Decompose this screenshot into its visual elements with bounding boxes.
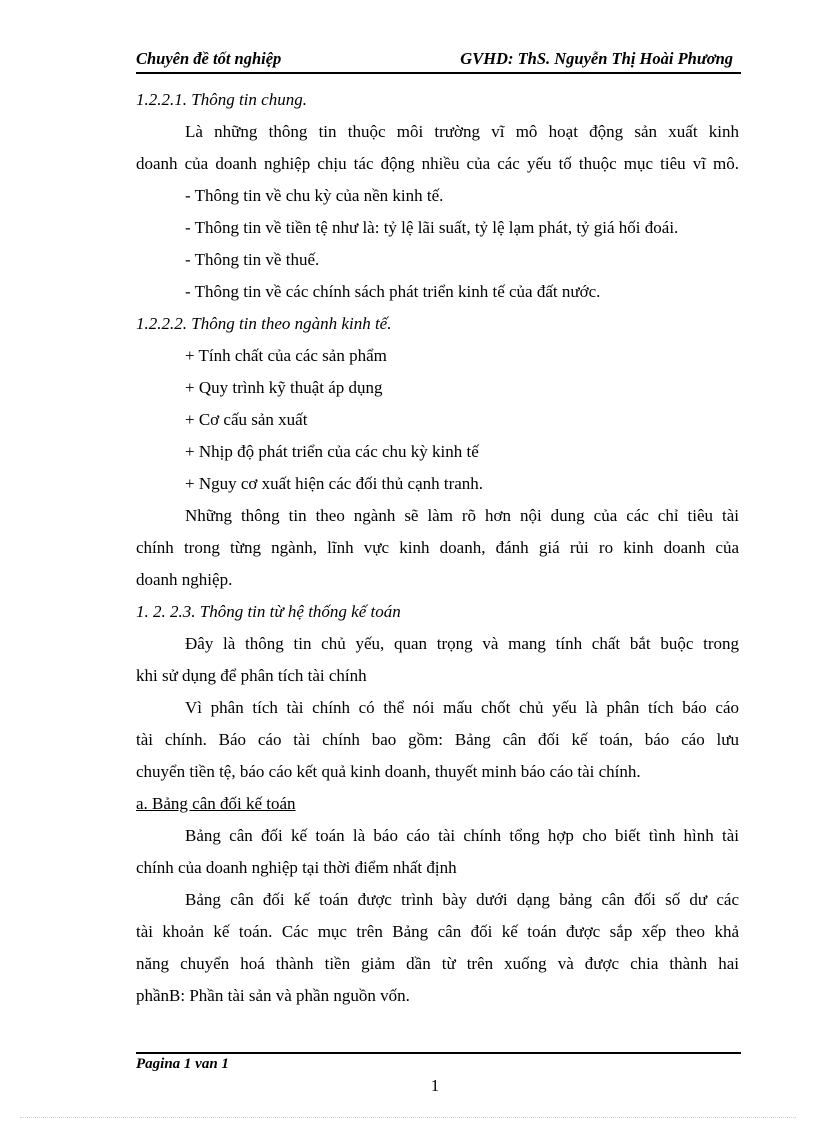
paragraph-line: phầnB: Phần tài sản và phần nguồn vốn. [136,986,410,1005]
paragraph-line: Bảng cân đối kế toán là báo cáo tài chính tổng hợp cho biết tình hình tài [185,826,739,845]
paragraph-line: Những thông tin theo ngành sẽ làm rõ hơn nội dung của các chỉ tiêu tài [185,506,739,525]
page-header [136,46,741,74]
paragraph-line: Đây là thông tin chủ yếu, quan trọng và mang tính chất bắt buộc trong [185,634,739,653]
footer-page-label: Pagina 1 van 1 [136,1056,229,1072]
plus-item: + Cơ cấu sản xuất [185,410,308,429]
section-heading-1-2-2-1: 1.2.2.1. Thông tin chung. [136,90,307,109]
section-heading-1-2-2-2: 1.2.2.2. Thông tin theo ngành kinh tế. [136,314,392,333]
page-number: 1 [430,1076,440,1095]
plus-item: + Quy trình kỹ thuật áp dụng [185,378,383,397]
subsection-heading-a: a. Bảng cân đối kế toán [136,794,296,813]
plus-item: + Nhịp độ phát triển của các chu kỳ kinh tế [185,442,479,461]
section-heading-1-2-2-3: 1. 2. 2.3. Thông tin từ hệ thống kế toán [136,602,401,621]
paragraph-line: doanh của doanh nghiệp chịu tác động nhiều của các yếu tố thuộc mục tiêu vĩ mô. [136,154,739,173]
header-title: Chuyên đề tốt nghiệp [136,49,282,68]
paragraph-line: Bảng cân đối kế toán được trình bày dưới dạng bảng cân đối số dư các [185,890,739,909]
paragraph-line: Là những thông tin thuộc môi trường vĩ mô hoạt động sản xuất kinh [185,122,739,141]
paragraph-line: chính của doanh nghiệp tại thời điểm nhất định [136,858,457,877]
paragraph-line: năng chuyển hoá thành tiền giảm dần từ trên xuống và được chia thành hai [136,954,739,973]
paragraph-line: chuyển tiền tệ, báo cáo kết quả kinh doanh, thuyết minh báo cáo tài chính. [136,762,641,781]
bullet-item: - Thông tin về chu kỳ của nền kinh tế. [185,186,444,205]
page-bottom-dotted-rule [20,1117,796,1118]
paragraph-line: khi sử dụng để phân tích tài chính [136,666,367,685]
paragraph-line: tài khoản kế toán. Các mục trên Bảng cân đối kế toán được sắp xếp theo khả [136,922,739,941]
bullet-item: - Thông tin về tiền tệ như là: tỷ lệ lãi suất, tỷ lệ lạm phát, tỷ giá hối đoái. [185,218,679,237]
plus-item: + Tính chất của các sản phẩm [185,346,387,365]
footer-divider [136,1052,741,1054]
paragraph-line: chính trong từng ngành, lĩnh vực kinh doanh, đánh giá rủi ro kinh doanh của [136,538,739,557]
plus-item: + Nguy cơ xuất hiện các đối thủ cạnh tranh. [185,474,484,493]
paragraph-line: doanh nghiệp. [136,570,233,589]
header-supervisor: GVHD: ThS. Nguyễn Thị Hoài Phương [460,49,733,68]
paragraph-line: tài chính. Báo cáo tài chính bao gồm: Bảng cân đối kế toán, báo cáo lưu [136,730,739,749]
paragraph-line: Vì phân tích tài chính có thể nói mấu chốt chủ yếu là phân tích báo cáo [185,698,739,717]
bullet-item: - Thông tin về thuế. [185,250,320,269]
document-body [136,84,739,1012]
bullet-item: - Thông tin về các chính sách phát triển kinh tế của đất nước. [185,282,601,301]
